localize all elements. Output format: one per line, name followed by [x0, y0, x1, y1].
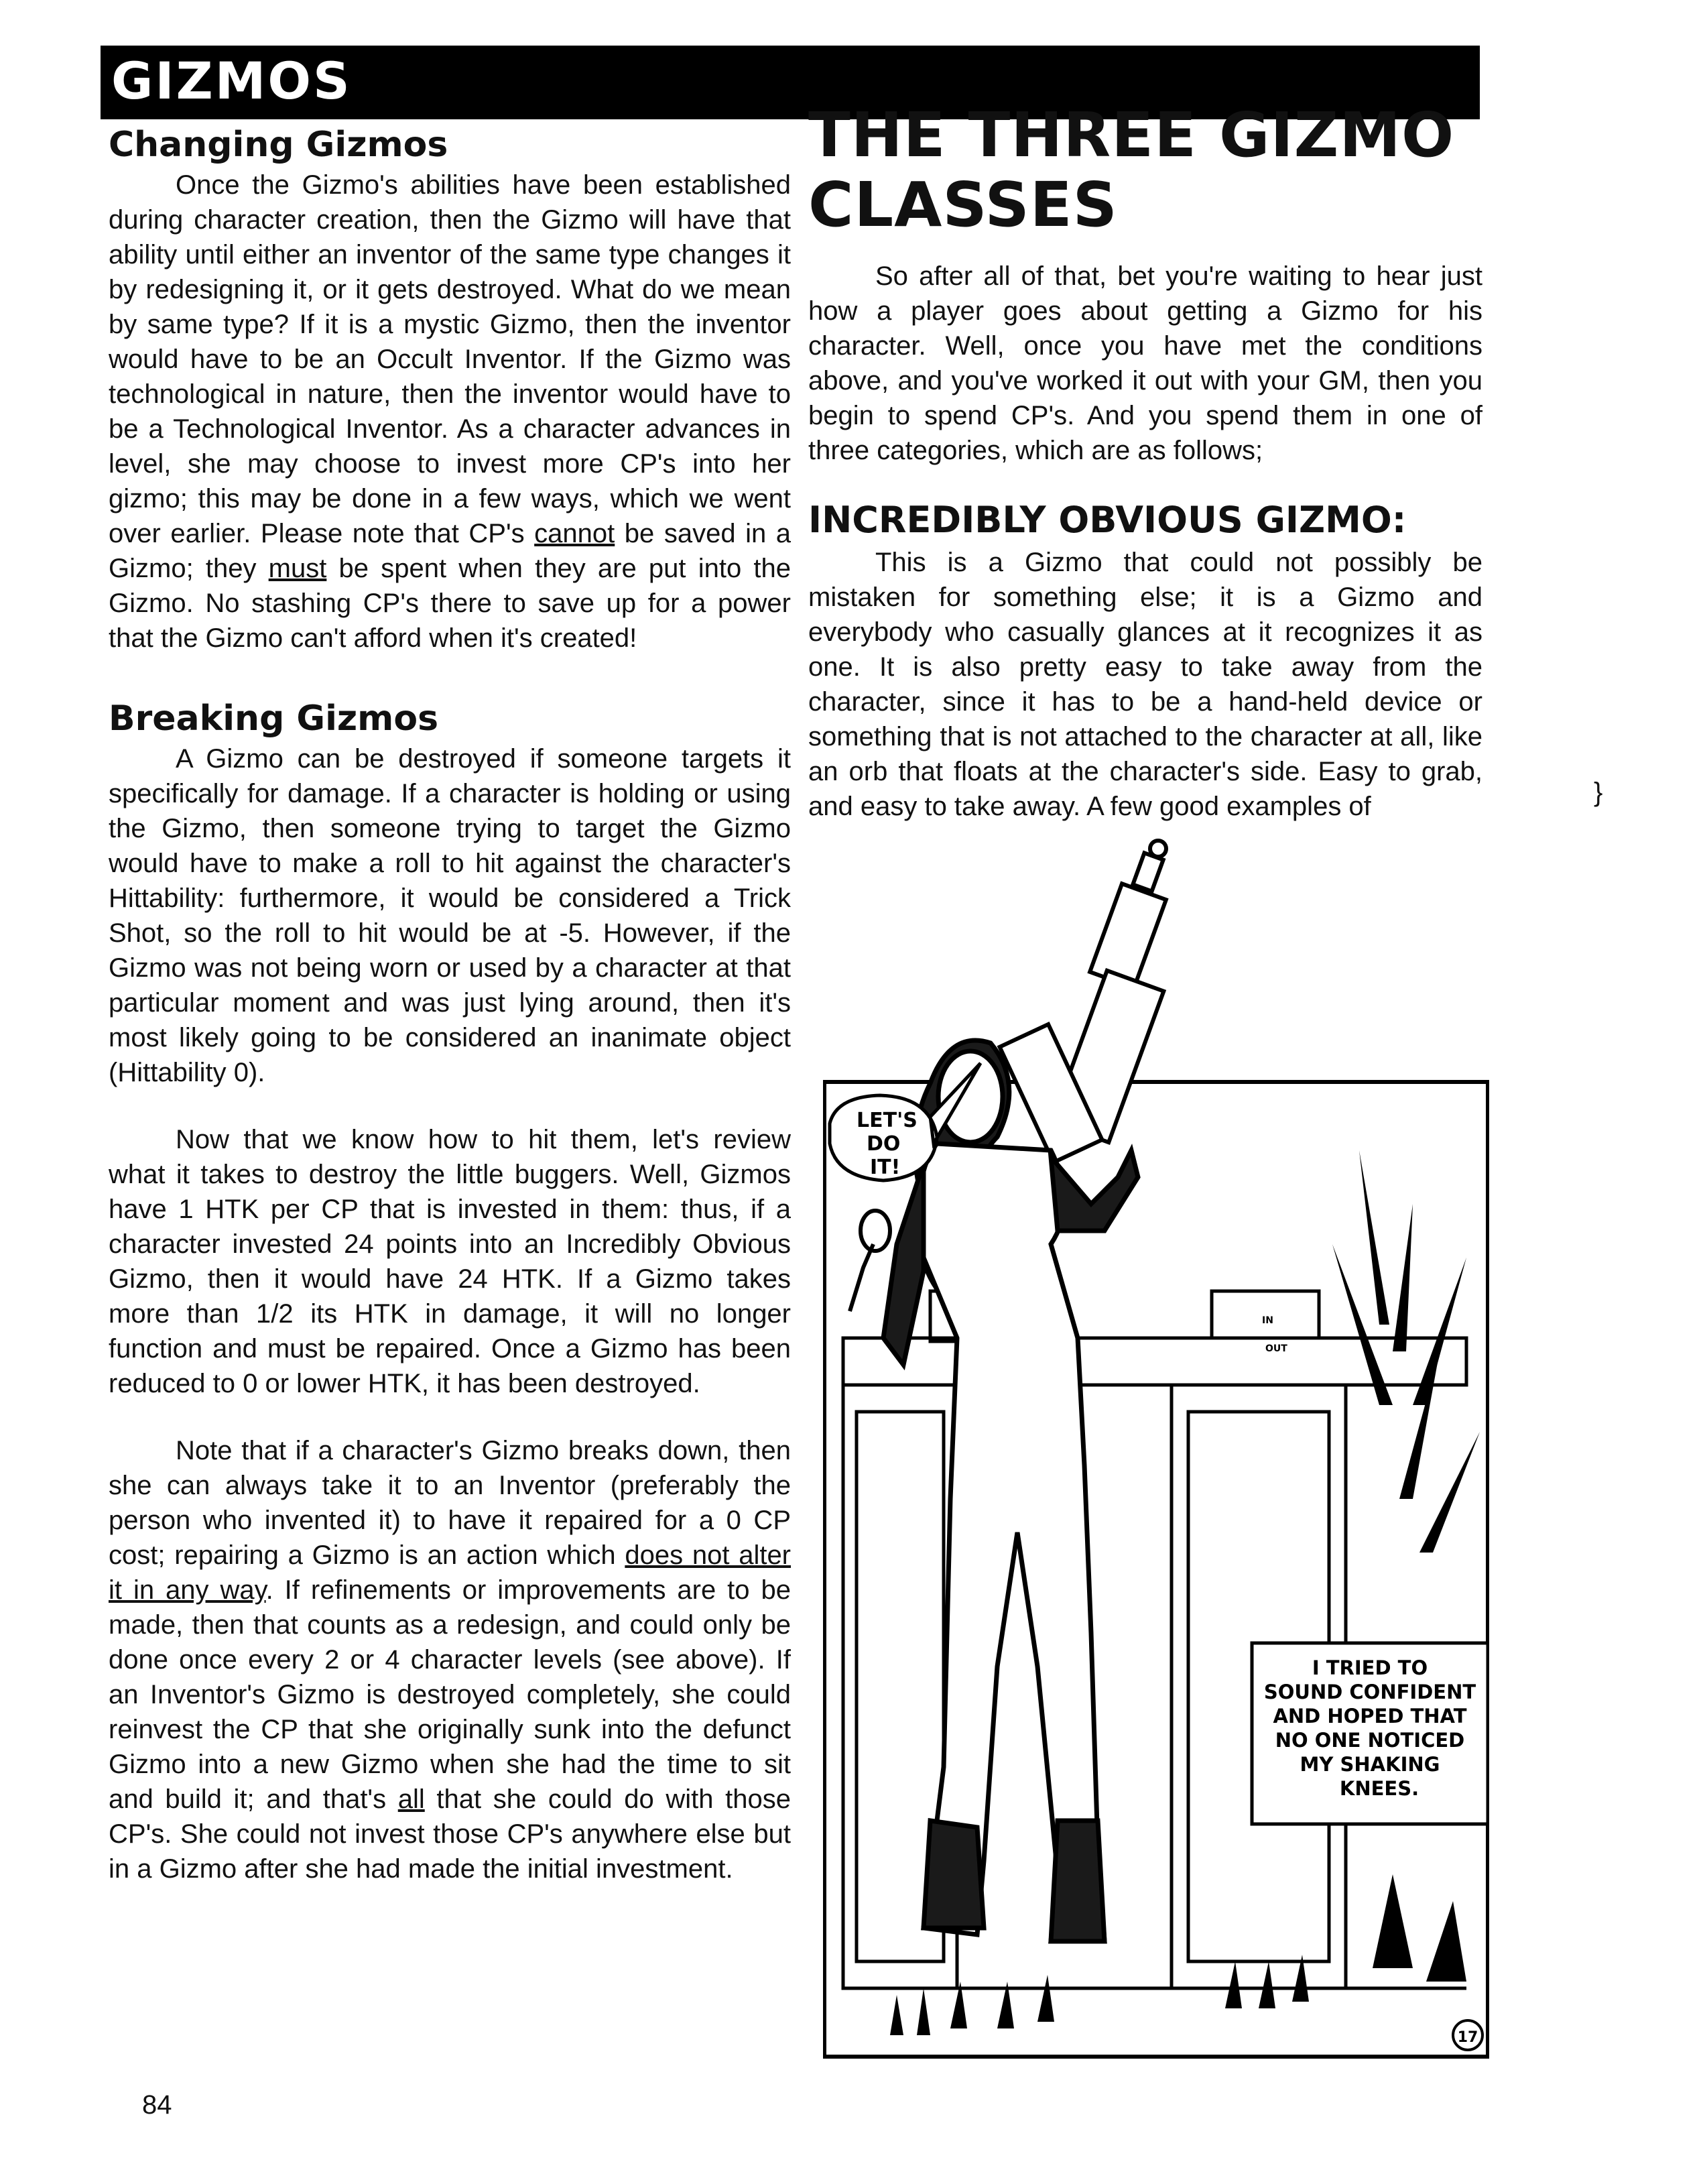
text-run: be saved in a Gizmo; they: [109, 519, 792, 583]
underlined-all: all: [397, 1784, 425, 1814]
speech-line-1: LET'S: [857, 1109, 918, 1132]
underlined-must: must: [268, 554, 327, 583]
changing-gizmos-paragraph: [109, 168, 791, 656]
caption-line-1: I TRIED TO: [1312, 1656, 1428, 1679]
breaking-gizmos-paragraph-3: [109, 1433, 791, 1886]
text-run: that she could do with those CP's. She could not invest those CP's anywhere else but in a Gizmo after she had made the initial investment.: [109, 1784, 791, 1884]
incredibly-obvious-paragraph: This is a Gizmo that could not possibly be mistaken for something else; it is a Gizmo and everybody who casually glances at it recognizes it as one. It is also pretty easy to take away from the character, since it has to be a hand-held device or something that is not attached to the character at all, like an orb that floats at the character's side. Easy to grab, and easy to take away. A few good examples of: [808, 548, 1482, 821]
classes-intro-paragraph: So after all of that, bet you're waiting to hear just how a player goes about getting a Gizmo for his character. Well, once you have met the conditions above, and you've worked it out with your GM, then you begin to spend CP's. And you spend them in one of three categories, which are as follows;: [808, 261, 1482, 465]
changing-gizmos-heading: Changing Gizmos: [109, 125, 448, 165]
margin-mark: }: [1594, 778, 1603, 807]
caption-box: [1252, 1643, 1488, 1824]
page-number: 84: [142, 2090, 172, 2120]
caption-line-3: AND HOPED THAT: [1273, 1705, 1467, 1727]
breaking-gizmos-heading: Breaking Gizmos: [109, 699, 439, 739]
right-column: [808, 101, 1482, 824]
artist-mark-number: 17: [1457, 2029, 1478, 2046]
speech-line-3: IT!: [870, 1156, 901, 1179]
text-run: . If refinements or improvements are to be made, then that counts as a redesign, and could only be done once every 2 or 4 character levels (see above). If an Inventor's Gizmo is destroyed completely, she could reinvest the CP that she originally sunk into the defunct Gizmo into a new Gizmo when she had the time to sit and build it; and that's: [109, 1575, 791, 1814]
speech-line-2: DO: [867, 1132, 901, 1156]
text-run: Once the Gizmo's abilities have been established during character creation, then the Gizmo will have that ability until either an inventor of the same type changes it by redesigning it, or it gets destroyed. What do we mean by same type? If it is a mystic Gizmo, then the inventor would have to be an Occult Inventor. If the Gizmo was technological in nature, then the inventor would have to be a Technological Inventor. As a character advances in level, she may choose to invest more CP's into her gizmo; this may be done in a few ways, which we went over earlier. Please note that CP's: [109, 170, 791, 548]
comic-illustration: [823, 829, 1489, 2059]
underlined-cannot: cannot: [534, 519, 615, 548]
incredibly-obvious-gizmo-heading: INCREDIBLY OBVIOUS GIZMO:: [808, 499, 1407, 541]
underlined-does-not-alter: does not alter it in any way: [109, 1540, 792, 1605]
caption-line-2: SOUND CONFIDENT: [1263, 1681, 1476, 1703]
left-column: [109, 125, 791, 1886]
text-run: Note that if a character's Gizmo breaks down, then she can always take it to an Inventor (preferably the person who invented it) to have it repaired for a 0 CP cost; repairing a Gizmo is an action which: [109, 1436, 791, 1570]
tray-in-label: IN: [1262, 1315, 1273, 1326]
heading-line: THE THREE GIZMO: [808, 99, 1455, 171]
heading-line: CLASSES: [808, 169, 1118, 241]
artist-mark: [1453, 2020, 1482, 2050]
breaking-gizmos-paragraph-2: Now that we know how to hit them, let's review what it takes to destroy the little buggers. Well, Gizmos have 1 HTK per CP that is invested in them: thus, if a character invested 24 points into an Incredibly Obvious Gizmo, then it would have 24 HTK. If a Gizmo takes more than 1/2 its HTK in damage, it will no longer function and must be repaired. Once a Gizmo has been reduced to 0 or lower HTK, it has been destroyed.: [109, 1125, 791, 1398]
tray-out-label: OUT: [1265, 1343, 1287, 1354]
three-gizmo-classes-heading: [808, 101, 1482, 240]
breaking-gizmos-paragraph-1: A Gizmo can be destroyed if someone targets it specifically for damage. If a character is holding or using the Gizmo, then someone trying to target the Gizmo would have to make a roll to hit against the character's Hittability: furthermore, it would be considered a Trick Shot, so the roll to hit would be at -5. However, if the Gizmo was not being worn or used by a character at that particular moment and was just lying around, then it's most likely going to be considered an inanimate object (Hittability 0).: [109, 744, 791, 1087]
section-title: GIZMOS: [111, 51, 352, 111]
caption-line-5: MY SHAKING: [1300, 1753, 1440, 1776]
caption-line-6: KNEES.: [1339, 1777, 1419, 1800]
caption-line-4: NO ONE NOTICED: [1275, 1729, 1465, 1752]
text-run: be spent when they are put into the Gizmo. No stashing CP's there to save up for a power that the Gizmo can't afford when it's created!: [109, 554, 791, 653]
